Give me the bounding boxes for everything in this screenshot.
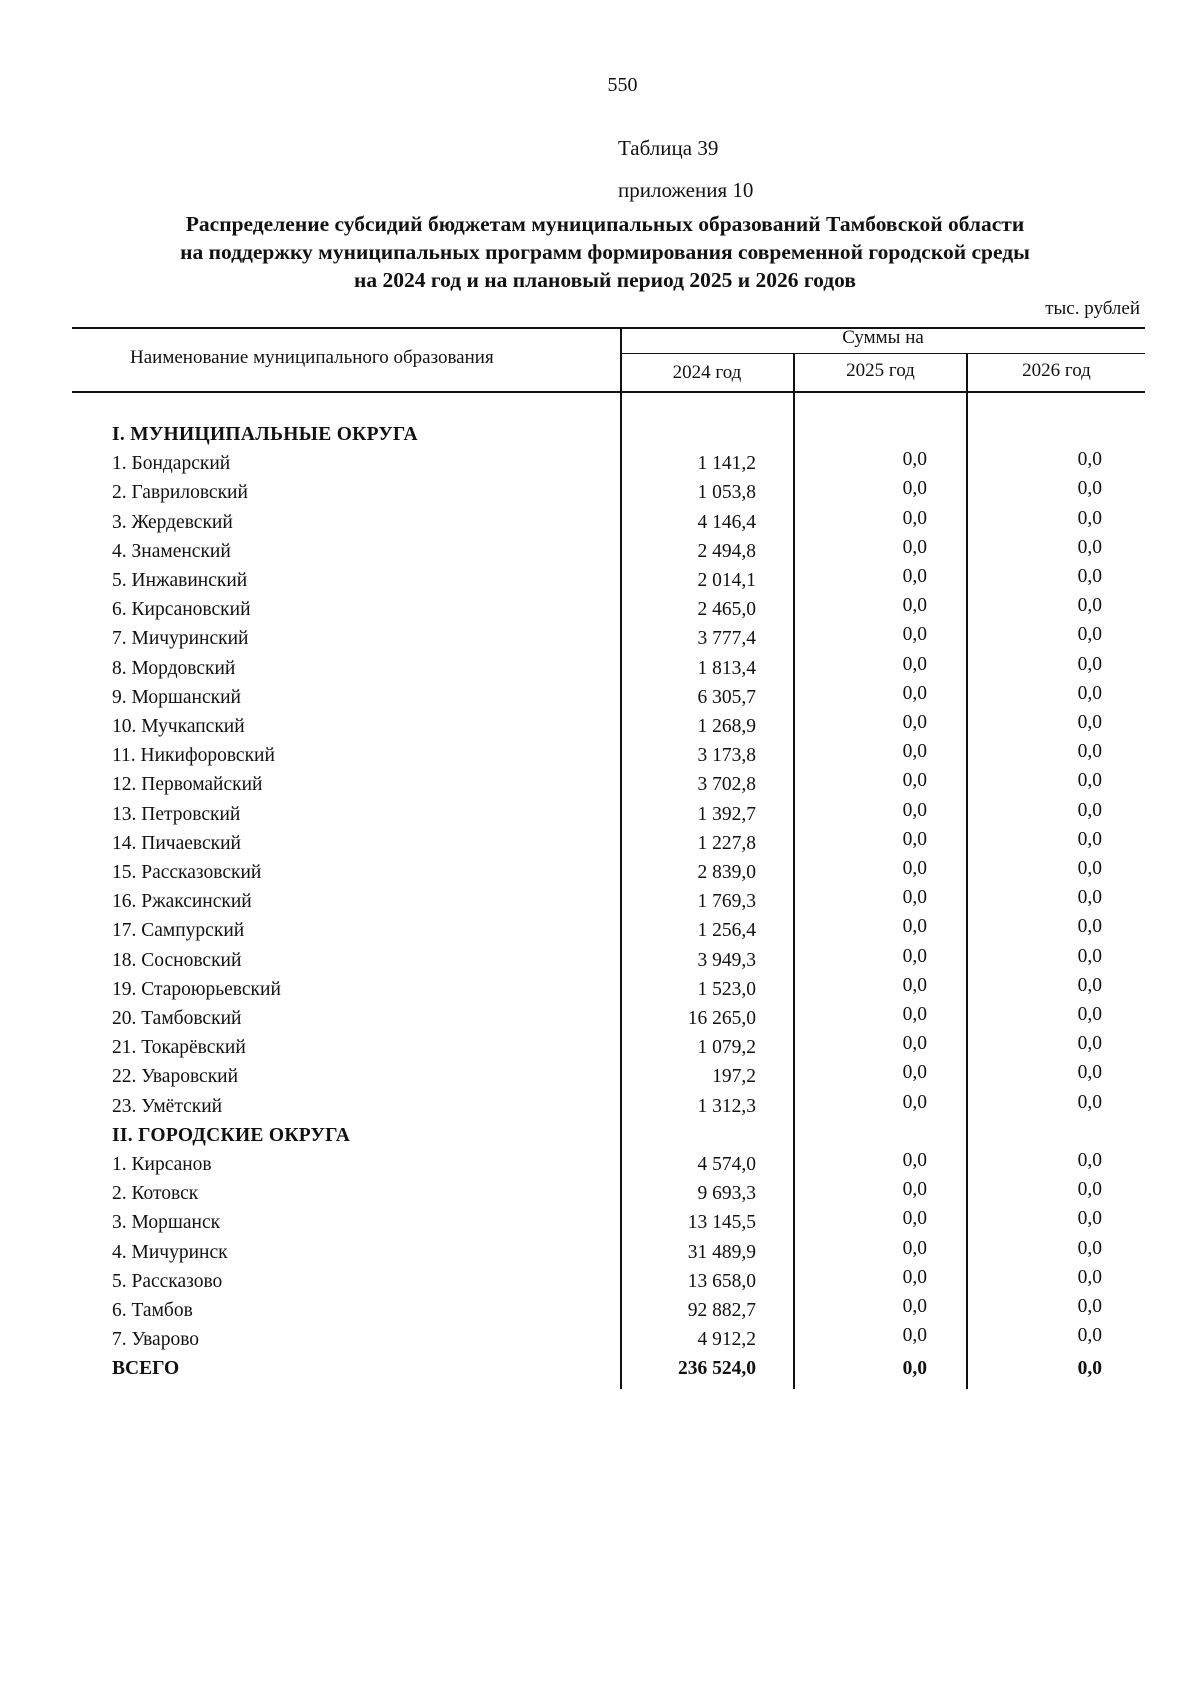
- value-2026: 0,0: [1077, 595, 1102, 617]
- value-2025: 0,0: [902, 1296, 927, 1317]
- column-header-2026: 2026 год: [1022, 360, 1091, 381]
- section-header-row: [0, 1125, 1200, 1154]
- value-2025: 0,0: [902, 799, 927, 821]
- municipality-name: 4. Знаменский: [112, 540, 231, 562]
- municipality-name: 21. Токарёвский: [112, 1037, 246, 1059]
- value-2026: 0,0: [1077, 828, 1102, 850]
- municipality-name: 6. Тамбов: [112, 1300, 193, 1321]
- document-title: [80, 210, 1130, 294]
- value-2024: 2 839,0: [697, 862, 756, 883]
- table-row: [0, 858, 1200, 891]
- column-header-sums: Суммы на: [842, 327, 924, 348]
- value-2024: 1 053,8: [697, 482, 756, 504]
- table-row: [0, 566, 1200, 599]
- value-2026: 0,0: [1077, 1296, 1102, 1317]
- value-2025: 0,0: [902, 741, 927, 763]
- value-2025: 0,0: [902, 566, 927, 587]
- value-2026: 0,0: [1077, 945, 1102, 967]
- table-row: [0, 828, 1200, 862]
- value-2026: 0,0: [1077, 1004, 1102, 1025]
- value-2024: 3 173,8: [697, 745, 756, 767]
- municipality-name: 16. Ржаксинский: [112, 891, 252, 913]
- table-row: [0, 1150, 1200, 1183]
- value-2026: 0,0: [1077, 1208, 1102, 1230]
- table-row: [0, 1208, 1200, 1241]
- table-row: [0, 536, 1200, 570]
- value-2026: 0,0: [1077, 1179, 1102, 1201]
- value-2025: 0,0: [902, 595, 927, 617]
- value-2026: 0,0: [1077, 858, 1102, 879]
- value-2024: 2 494,8: [697, 540, 756, 562]
- table-row: [0, 1091, 1200, 1125]
- municipality-name: 18. Сосновский: [112, 949, 242, 971]
- value-2026: 0,0: [1077, 1237, 1102, 1259]
- value-2025: 0,0: [902, 712, 927, 733]
- municipality-name: 6. Кирсановский: [112, 599, 251, 621]
- table-row: [0, 1004, 1200, 1037]
- value-2025: 0,0: [902, 1150, 927, 1171]
- municipality-name: 3. Моршанск: [112, 1212, 221, 1234]
- value-2025: 0,0: [902, 507, 927, 529]
- value-2025: 0,0: [902, 536, 927, 558]
- value-2026: 0,0: [1077, 1062, 1102, 1084]
- header-bottom-rule: [72, 391, 1145, 393]
- table-row: [0, 974, 1200, 1008]
- table-row: [0, 945, 1200, 979]
- table-row: [0, 712, 1200, 745]
- table-row: [0, 1266, 1200, 1300]
- value-2025: 0,0: [902, 1033, 927, 1055]
- page-number: 550: [607, 74, 638, 96]
- table-row: [0, 1062, 1200, 1095]
- table-row: [0, 682, 1200, 716]
- value-2026: 0,0: [1077, 799, 1102, 821]
- value-2025: 0,0: [902, 478, 927, 500]
- value-2024: 1 268,9: [697, 716, 756, 737]
- value-2026: 0,0: [1077, 974, 1102, 996]
- municipality-name: 9. Моршанский: [112, 686, 241, 708]
- value-2026: 0,0: [1077, 712, 1102, 733]
- municipality-name: 20. Тамбовский: [112, 1008, 242, 1029]
- municipality-name: 17. Сампурский: [112, 920, 245, 942]
- value-2025: 0,0: [902, 624, 927, 646]
- value-2024: 92 882,7: [687, 1300, 756, 1321]
- value-2026: 0,0: [1077, 566, 1102, 587]
- municipality-name: 7. Мичуринский: [112, 628, 249, 650]
- value-2024: 6 305,7: [697, 686, 756, 708]
- value-2026: 0,0: [1077, 624, 1102, 646]
- value-2025: 0,0: [902, 653, 927, 675]
- value-2024: 3 702,8: [697, 774, 756, 796]
- column-header-2025: 2025 год: [846, 360, 915, 381]
- total-row: [0, 1358, 1200, 1387]
- municipality-name: 1. Кирсанов: [112, 1154, 212, 1175]
- value-2024: 1 312,3: [697, 1095, 756, 1117]
- value-2025: 0,0: [902, 1062, 927, 1084]
- value-2024: 2 465,0: [697, 599, 756, 621]
- value-2025: 0,0: [902, 974, 927, 996]
- value-2024: 1 392,7: [697, 803, 756, 825]
- table-row: [0, 916, 1200, 949]
- title-line: на 2024 год и на плановый период 2025 и 2026 годов: [354, 268, 856, 292]
- municipality-name: 22. Уваровский: [112, 1066, 239, 1088]
- table-row: [0, 1033, 1200, 1066]
- value-2025: 0,0: [902, 770, 927, 792]
- column-header-2024: 2024 год: [672, 362, 742, 383]
- value-2024: 236 524,0: [678, 1358, 756, 1380]
- value-2026: 0,0: [1077, 1150, 1102, 1171]
- value-2024: 16 265,0: [687, 1008, 756, 1029]
- value-2025: 0,0: [902, 828, 927, 850]
- municipality-name: ВСЕГО: [112, 1358, 180, 1380]
- value-2025: 0,0: [902, 1237, 927, 1259]
- value-2025: 0,0: [902, 1004, 927, 1025]
- municipality-name: 7. Уварово: [112, 1329, 200, 1351]
- municipality-name: 8. Мордовский: [112, 657, 236, 679]
- value-2026: 0,0: [1077, 536, 1102, 558]
- value-2024: 9 693,3: [697, 1183, 756, 1205]
- section-title: I. МУНИЦИПАЛЬНЫЕ ОКРУГА: [112, 424, 418, 445]
- municipality-name: 2. Котовск: [112, 1183, 199, 1205]
- value-2025: 0,0: [902, 682, 927, 704]
- table-row: [0, 1296, 1200, 1329]
- value-2025: 0,0: [902, 916, 927, 938]
- title-line: Распределение субсидий бюджетам муниципальных образований Тамбовской области: [185, 212, 1025, 236]
- value-2026: 0,0: [1077, 1266, 1102, 1288]
- value-2026: 0,0: [1077, 478, 1102, 500]
- value-2024: 1 769,3: [697, 891, 756, 913]
- value-2026: 0,0: [1077, 770, 1102, 792]
- value-2025: 0,0: [902, 1091, 927, 1113]
- municipality-name: 3. Жердевский: [112, 511, 233, 533]
- municipality-name: 5. Рассказово: [112, 1270, 223, 1292]
- value-2024: 3 777,4: [697, 628, 756, 650]
- table-row: [0, 741, 1200, 774]
- value-2026: 0,0: [1077, 741, 1102, 763]
- value-2025: 0,0: [902, 1266, 927, 1288]
- value-2025: 0,0: [902, 449, 927, 471]
- value-2026: 0,0: [1077, 1091, 1102, 1113]
- table-row: [0, 507, 1200, 541]
- value-2025: 0,0: [902, 1325, 927, 1347]
- unit-label: тыс. рублей: [1045, 298, 1140, 319]
- value-2024: 197,2: [712, 1066, 756, 1088]
- section-title: II. ГОРОДСКИЕ ОКРУГА: [112, 1124, 351, 1146]
- value-2025: 0,0: [902, 1358, 927, 1380]
- table-row: [0, 624, 1200, 657]
- value-2024: 1 523,0: [697, 978, 756, 1000]
- sums-header-rule: [621, 353, 1145, 354]
- table-row: [0, 595, 1200, 628]
- municipality-name: 4. Мичуринск: [112, 1241, 228, 1263]
- value-2024: 1 813,4: [697, 657, 756, 679]
- table-reference: Таблица 39: [618, 136, 719, 160]
- value-2025: 0,0: [902, 887, 927, 909]
- value-2026: 0,0: [1077, 507, 1102, 529]
- municipality-name: 2. Гавриловский: [112, 482, 248, 504]
- value-2024: 2 014,1: [697, 570, 756, 591]
- table-row: [0, 799, 1200, 833]
- value-2026: 0,0: [1077, 1358, 1102, 1380]
- table-row: [0, 653, 1200, 687]
- value-2026: 0,0: [1077, 449, 1102, 471]
- value-2024: 1 256,4: [697, 920, 756, 942]
- table-row: [0, 1179, 1200, 1212]
- municipality-name: 15. Рассказовский: [112, 862, 262, 883]
- table-row: [0, 1237, 1200, 1271]
- municipality-name: 5. Инжавинский: [112, 570, 248, 591]
- title-line: на поддержку муниципальных программ формирования современной городской среды: [180, 240, 1030, 264]
- appendix-reference: приложения 10: [618, 178, 754, 202]
- section-header-row: [0, 424, 1200, 453]
- value-2025: 0,0: [902, 945, 927, 967]
- municipality-name: 19. Староюрьевский: [112, 978, 281, 1000]
- value-2026: 0,0: [1077, 916, 1102, 938]
- value-2025: 0,0: [902, 858, 927, 879]
- municipality-name: 11. Никифоровский: [112, 745, 275, 767]
- table-row: [0, 478, 1200, 511]
- value-2024: 4 912,2: [697, 1329, 756, 1351]
- value-2026: 0,0: [1077, 653, 1102, 675]
- table-row: [0, 1325, 1200, 1358]
- value-2025: 0,0: [902, 1179, 927, 1201]
- column-header-name: Наименование муниципального образования: [130, 347, 494, 368]
- value-2026: 0,0: [1077, 1325, 1102, 1347]
- table-row: [0, 449, 1200, 482]
- municipality-name: 10. Мучкапский: [112, 716, 245, 737]
- municipality-name: 23. Умётский: [112, 1095, 223, 1117]
- value-2024: 31 489,9: [687, 1241, 756, 1263]
- value-2026: 0,0: [1077, 1033, 1102, 1055]
- value-2024: 1 079,2: [697, 1037, 756, 1059]
- municipality-name: 12. Первомайский: [112, 774, 263, 796]
- value-2024: 1 227,8: [697, 832, 756, 854]
- value-2026: 0,0: [1077, 887, 1102, 909]
- value-2024: 4 146,4: [697, 511, 756, 533]
- municipality-name: 1. Бондарский: [112, 453, 231, 475]
- value-2024: 1 141,2: [697, 453, 756, 475]
- municipality-name: 14. Пичаевский: [112, 832, 241, 854]
- value-2024: 13 145,5: [687, 1212, 756, 1234]
- value-2024: 13 658,0: [687, 1270, 756, 1292]
- table-row: [0, 887, 1200, 920]
- table-row: [0, 770, 1200, 803]
- municipality-name: 13. Петровский: [112, 803, 241, 825]
- value-2026: 0,0: [1077, 682, 1102, 704]
- value-2024: 4 574,0: [697, 1154, 756, 1175]
- value-2024: 3 949,3: [697, 949, 756, 971]
- value-2025: 0,0: [902, 1208, 927, 1230]
